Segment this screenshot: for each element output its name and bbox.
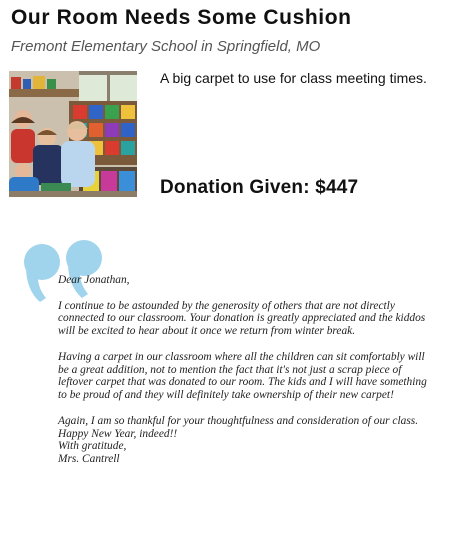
classroom-photo: [9, 71, 137, 197]
letter-paragraph: Again, I am so thankful for your thoughtfulness and consideration of our class. Happy New Year, indeed!!: [58, 414, 419, 440]
letter-closing: With gratitude,: [58, 440, 127, 453]
project-request: A big carpet to use for class meeting times.: [160, 70, 427, 86]
letter-paragraph: I continue to be astounded by the generosity of others that are not directly connected to our classroom. Your donation is greatly appreciated and the kiddos will be excited to hear about it once we return from winter break.: [58, 299, 426, 338]
letter-salutation: Dear Jonathan,: [58, 274, 130, 286]
school-subtitle: Fremont Elementary School in Springfield, MO: [11, 38, 321, 55]
letter-paragraph: Having a carpet in our classroom where all the children can sit comfortably will be a great addition, not to mention the fact that it's not just a scrap piece of leftover carpet that was donated to our room. The kids and I will have something to be proud of and they will definitely take ownership of their new carpet!: [58, 350, 427, 402]
thank-you-letter: [58, 274, 438, 466]
letter-signature: Mrs. Cantrell: [58, 453, 120, 466]
donation-amount: Donation Given: $447: [160, 177, 359, 198]
page-title: Our Room Needs Some Cushion: [11, 6, 352, 29]
